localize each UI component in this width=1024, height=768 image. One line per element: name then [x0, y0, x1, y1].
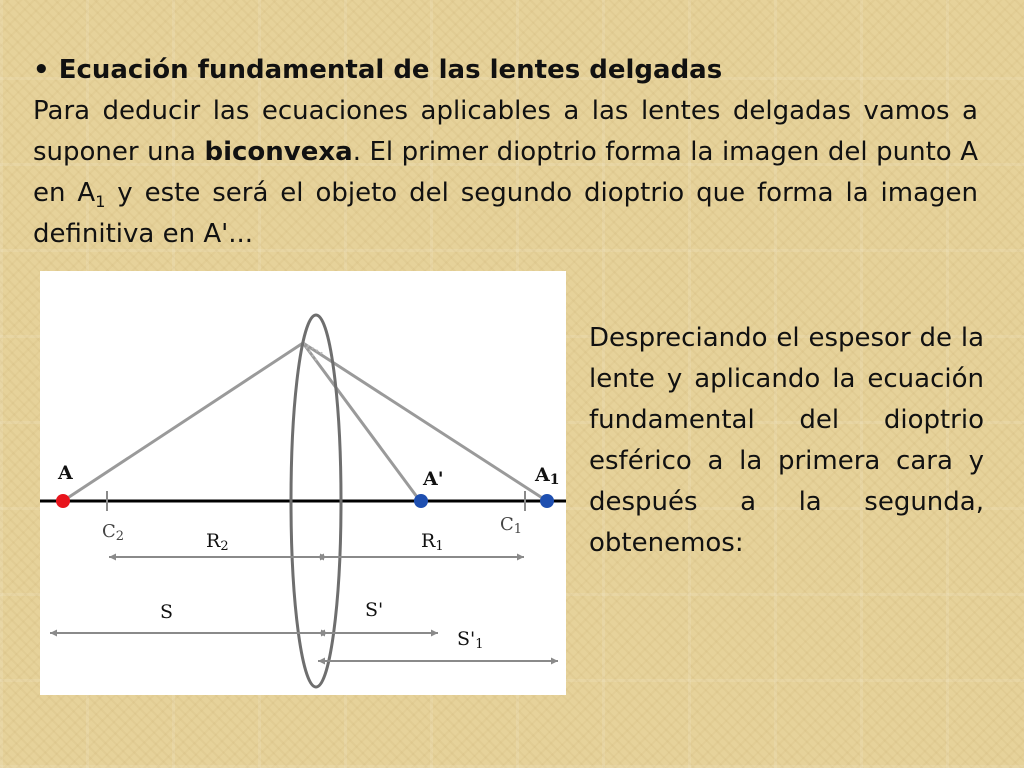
section-title: [33, 50, 978, 91]
intro-text-2: . El primer dioptrio forma la imagen del punto A en A: [33, 137, 978, 208]
lens-diagram: [40, 271, 566, 695]
intro-subscript: 1: [95, 192, 106, 212]
label-R1-sub: 1: [435, 539, 444, 554]
label-R2-sub: 2: [220, 539, 229, 554]
ray-incident: [63, 343, 303, 501]
side-explanation: Despreciando el espesor de la lente y aplicando la ecuación fundamental del dioptrio esférico a la primera cara y después a la segunda, obtenemos:: [589, 323, 984, 558]
label-C2: [102, 521, 124, 544]
intro-paragraph: [33, 91, 978, 255]
intro-text-3: y este será el objeto del segundo dioptrio que forma la imagen definitiva en A'...: [33, 178, 979, 249]
intro-text-1: Para deducir las ecuaciones aplicables a las lentes delgadas vamos a suponer una: [33, 96, 978, 167]
label-R1: [421, 530, 444, 554]
label-S-prime: S': [365, 599, 384, 621]
bullet-marker: •: [33, 55, 50, 85]
label-R1-main: R: [421, 530, 436, 552]
label-C1-main: C: [500, 514, 514, 535]
label-S: S: [160, 601, 174, 623]
label-A-prime: A': [423, 468, 444, 490]
label-R2: [206, 530, 229, 554]
title-text: Ecuación fundamental de las lentes delgadas: [58, 55, 723, 85]
label-C2-sub: 2: [115, 529, 125, 544]
ray-to-A-prime: [303, 343, 420, 501]
label-A1-main: A: [535, 464, 550, 486]
label-A1-sub: 1: [549, 472, 560, 488]
object-point-A: [56, 494, 70, 508]
label-C1: [500, 514, 522, 537]
label-A: A: [58, 462, 73, 484]
image-point-A1: [540, 494, 554, 508]
label-C1-sub: 1: [513, 522, 523, 537]
label-S-prime-1-main: S': [457, 628, 476, 650]
label-R2-main: R: [206, 530, 221, 552]
label-A1: [534, 464, 560, 488]
intro-bold-term: biconvexa: [204, 137, 353, 167]
label-S-prime-1: [457, 628, 484, 652]
label-S-prime-1-sub: 1: [475, 637, 484, 652]
label-C2-main: C: [102, 521, 116, 542]
lens-diagram-svg: [40, 271, 566, 695]
header-block: [33, 50, 978, 255]
image-point-A-prime: [414, 494, 428, 508]
